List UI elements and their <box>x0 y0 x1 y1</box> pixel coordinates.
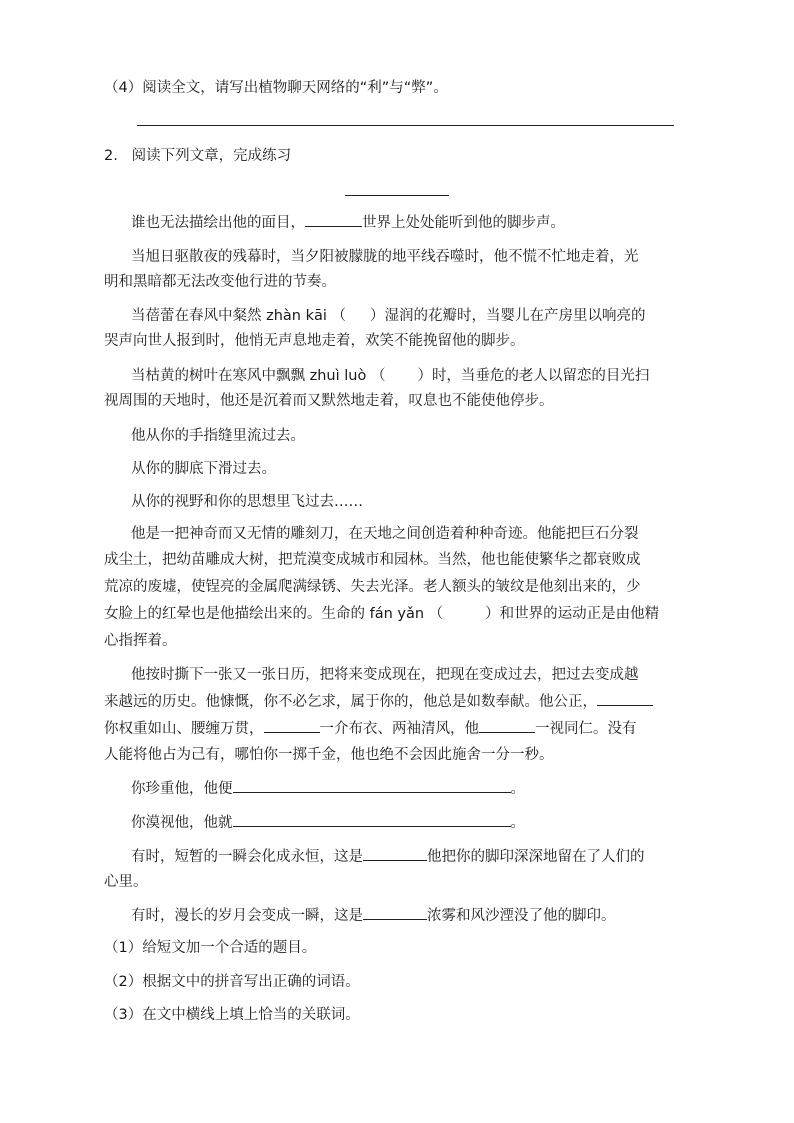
passage-paragraph-12: 有时，短暂的一瞬会化成永恒，这是 他把你的脚印深深地留在了人们的 <box>131 846 645 867</box>
passage-paragraph-12-cont: 心里。 <box>104 874 148 890</box>
passage-paragraph-9: 他按时撕下一张又一张日历，把将来变成现在，把现在变成过去，把过去变成越 <box>131 667 639 683</box>
fill-blank[interactable] <box>363 846 427 861</box>
fill-blank[interactable] <box>597 691 653 706</box>
passage-paragraph-3-cont: 哭声向世人报到时，他悄无声息地走着，欢笑不能挽留他的脚步。 <box>104 333 525 349</box>
passage-paragraph-8-l2: 成尘土，把幼苗雕成大树，把荒漠变成城市和园林。当然，他也能使繁华之都衰败成 <box>104 552 641 568</box>
title-blank[interactable] <box>345 195 449 196</box>
fill-blank[interactable] <box>479 718 535 733</box>
question-4-number: （4） <box>104 80 143 96</box>
pinyin-fan-yan: fán yǎn <box>369 606 425 622</box>
passage-paragraph-4-cont: 视周围的天地时，他还是沉着而又默然地走着，叹息也不能使他停步。 <box>104 393 554 409</box>
passage-paragraph-7: 从你的视野和你的思想里飞过去…… <box>131 494 363 510</box>
passage-paragraph-13: 有时，漫长的岁月会变成一瞬，这是 浓雾和风沙湮没了他的脚印。 <box>131 905 616 926</box>
passage-paragraph-8-l5: 心指挥着。 <box>104 633 177 649</box>
passage-paragraph-9-l2: 来越远的历史。他慷慨，你不必乞求，属于你的，他总是如数奉献。他公正， <box>104 691 653 712</box>
passage-paragraph-2: 当旭日驱散夜的残幕时，当夕阳被朦胧的地平线吞噬时，他不慌不忙地走着，光 <box>131 249 639 265</box>
fill-blank[interactable] <box>233 778 511 793</box>
passage-paragraph-10: 你珍重他，他便 。 <box>131 778 525 799</box>
passage-paragraph-8: 他是一把神奇而又无情的雕刻刀，在天地之间创造着种种奇迹。他能把巨石分裂 <box>131 526 639 542</box>
passage-paragraph-6: 从你的脚底下滑过去。 <box>131 461 276 477</box>
question-4-text: 阅读全文，请写出植物聊天网络的“利”与“弊”。 <box>142 80 448 96</box>
answer-line-q4[interactable] <box>137 125 674 126</box>
passage-paragraph-4: 当枯黄的树叶在寒风中飘飘 zhuì luò （ ）时，当垂危的老人以留恋的目光扫 <box>131 368 650 384</box>
passage-paragraph-8-l3: 荒凉的废墟，使锃亮的金属爬满绿锈、失去光泽。老人额头的皱纹是他刻出来的，少 <box>104 579 641 595</box>
fill-blank[interactable] <box>264 718 320 733</box>
question-2-text: 阅读下列文章，完成练习 <box>131 148 292 164</box>
question-item-2: （2）根据文中的拼音写出正确的词语。 <box>104 974 360 990</box>
fill-blank[interactable] <box>233 812 511 827</box>
question-2-heading <box>104 146 291 166</box>
question-2-number: 2. <box>104 148 118 164</box>
fill-blank[interactable] <box>305 212 362 227</box>
pinyin-zhan-kai: zhàn kāi <box>266 308 327 324</box>
passage-paragraph-5: 他从你的手指缝里流过去。 <box>131 428 305 444</box>
passage-paragraph-9-l4: 人能将他占为己有，哪怕你一掷千金，他也绝不会因此施舍一分一秒。 <box>104 747 554 763</box>
passage-paragraph-9-l3: 你权重如山、腰缠万贯， 一介布衣、两袖清风，他 一视同仁。没有 <box>104 718 637 739</box>
passage-paragraph-2-cont: 明和黑暗都无法改变他行进的节奏。 <box>104 274 336 290</box>
question-item-1: （1）给短文加一个合适的题目。 <box>104 940 317 956</box>
passage-paragraph-8-l4: 女脸上的红晕也是他描绘出来的。生命的 fán yǎn （ ）和世界的运动正是由他精 <box>104 606 660 622</box>
passage-paragraph-3: 当蓓蕾在春风中粲然 zhàn kāi （ ）湿润的花瓣时，当婴儿在产房里以响亮的 <box>131 308 646 324</box>
fill-blank[interactable] <box>363 905 427 920</box>
passage-paragraph-1: 谁也无法描绘出他的面目， 世界上处处能听到他的脚步声。 <box>131 212 565 233</box>
question-4 <box>104 78 448 98</box>
pinyin-zhui-luo: zhuì luò <box>309 368 367 384</box>
question-item-3: （3）在文中横线上填上恰当的关联词。 <box>104 1007 360 1023</box>
passage-paragraph-11: 你漠视他，他就 。 <box>131 812 525 833</box>
